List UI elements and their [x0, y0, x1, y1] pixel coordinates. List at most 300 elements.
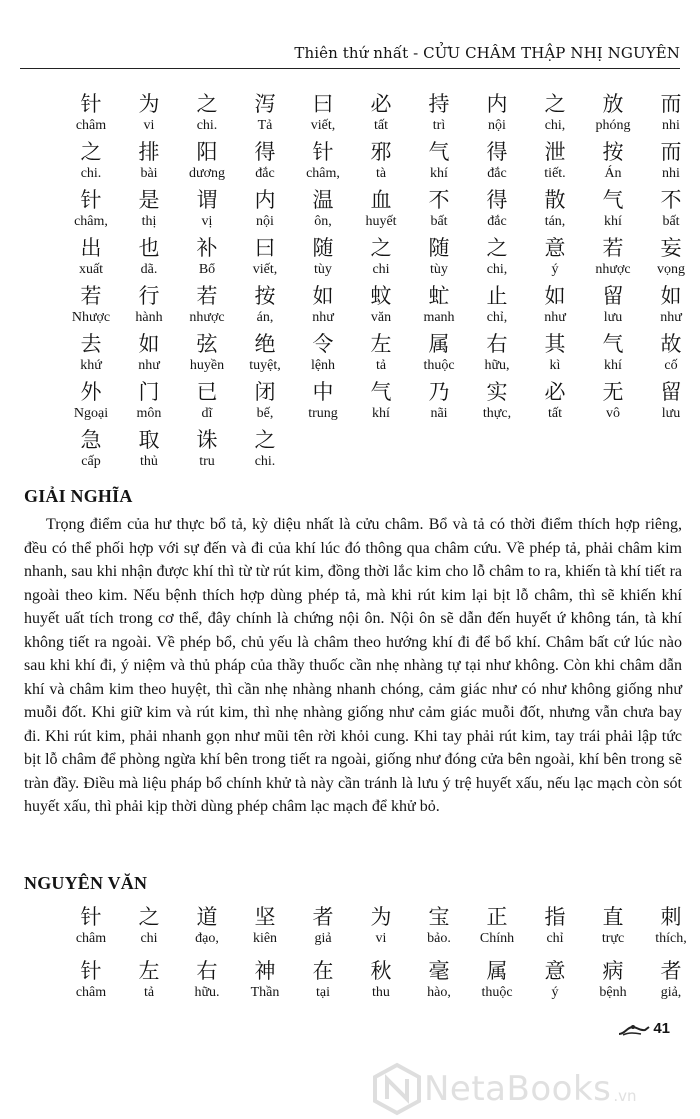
chinese-character: 坚	[254, 905, 276, 929]
text-row	[62, 284, 700, 332]
sino-vietnamese-reading: hữu,	[484, 358, 510, 373]
character-cell	[294, 905, 352, 959]
chinese-character: 散	[544, 188, 566, 212]
sino-vietnamese-reading: chi	[372, 262, 390, 277]
character-cell	[236, 92, 294, 140]
sino-vietnamese-reading: dã.	[140, 262, 158, 277]
chinese-character: 弦	[196, 332, 218, 356]
chinese-character: 得	[486, 140, 508, 164]
chinese-character: 宝	[428, 905, 450, 929]
character-cell	[62, 332, 120, 380]
character-cell	[642, 959, 700, 1013]
sino-vietnamese-reading: viết,	[310, 118, 336, 133]
chinese-character: 泻	[254, 92, 276, 116]
chinese-character: 刺	[660, 905, 682, 929]
sino-vietnamese-reading: vọng	[657, 262, 685, 277]
sino-vietnamese-reading: dĩ	[201, 406, 213, 421]
character-cell	[178, 428, 236, 476]
character-cell	[120, 380, 178, 428]
sino-vietnamese-reading: tán,	[544, 214, 566, 229]
character-cell	[294, 188, 352, 236]
character-cell	[584, 188, 642, 236]
chinese-character: 得	[486, 188, 508, 212]
chinese-character: 其	[544, 332, 566, 356]
sino-vietnamese-reading: tất	[374, 118, 388, 133]
chinese-character: 气	[602, 332, 624, 356]
chinese-character: 温	[312, 188, 334, 212]
character-cell	[642, 236, 700, 284]
chinese-character: 已	[196, 380, 218, 404]
character-cell	[62, 428, 120, 476]
sino-vietnamese-reading: tuyệt,	[249, 358, 281, 373]
chinese-character: 不	[660, 188, 682, 212]
chinese-character: 故	[660, 332, 682, 356]
sino-vietnamese-reading: cố	[664, 358, 678, 373]
character-cell	[352, 140, 410, 188]
sino-vietnamese-reading: tùy	[430, 262, 448, 277]
character-cell	[178, 140, 236, 188]
character-cell	[352, 380, 410, 428]
chinese-character: 持	[428, 92, 450, 116]
sino-vietnamese-reading: huyết	[365, 214, 397, 229]
character-cell	[178, 92, 236, 140]
character-cell	[352, 905, 410, 959]
sino-vietnamese-reading: khí	[604, 358, 622, 373]
text-row	[62, 332, 700, 380]
sino-vietnamese-reading: nhi	[662, 166, 680, 181]
chinese-character: 血	[370, 188, 392, 212]
chinese-character: 随	[312, 236, 334, 260]
chinese-character: 令	[312, 332, 334, 356]
sino-vietnamese-reading: kiên	[252, 931, 278, 946]
chinese-character: 是	[138, 188, 160, 212]
sino-vietnamese-reading: bài	[140, 166, 158, 181]
character-cell	[526, 140, 584, 188]
sino-vietnamese-reading: vi	[375, 931, 387, 946]
chinese-character: 泄	[544, 140, 566, 164]
chinese-character: 如	[660, 284, 682, 308]
character-cell	[352, 959, 410, 1013]
character-cell	[178, 959, 236, 1013]
sino-vietnamese-reading: án,	[256, 310, 274, 325]
character-cell	[294, 92, 352, 140]
sino-vietnamese-reading: thị	[141, 214, 157, 229]
sino-vietnamese-reading: Bổ	[198, 262, 216, 277]
sino-vietnamese-reading: tất	[548, 406, 562, 421]
sino-vietnamese-reading: viết,	[252, 262, 278, 277]
chinese-character: 而	[660, 92, 682, 116]
character-cell	[584, 332, 642, 380]
character-cell	[120, 188, 178, 236]
character-cell	[236, 905, 294, 959]
sino-vietnamese-reading: đắc	[255, 166, 275, 181]
sino-vietnamese-reading: Ngoại	[73, 406, 109, 421]
sino-vietnamese-reading: hữu.	[194, 985, 220, 1000]
chinese-character: 在	[312, 959, 334, 983]
sino-vietnamese-reading: lệnh	[310, 358, 336, 373]
sino-vietnamese-reading: đắc	[487, 214, 507, 229]
sino-vietnamese-reading: bệnh	[599, 985, 627, 1000]
sino-vietnamese-reading: châm	[75, 118, 107, 133]
character-cell	[178, 188, 236, 236]
character-cell	[642, 140, 700, 188]
sino-vietnamese-reading: châm	[75, 985, 107, 1000]
chinese-character: 虻	[428, 284, 450, 308]
character-cell	[236, 188, 294, 236]
text-row	[62, 380, 700, 428]
character-cell	[294, 380, 352, 428]
chinese-character: 直	[602, 905, 624, 929]
character-cell	[120, 428, 178, 476]
chinese-character: 之	[544, 92, 566, 116]
character-cell	[410, 92, 468, 140]
character-cell	[642, 92, 700, 140]
chinese-character: 之	[370, 236, 392, 260]
running-head: Thiên thứ nhất - CỬU CHÂM THẬP NHỊ NGUYÊN	[294, 44, 680, 62]
sino-vietnamese-reading: tru	[199, 454, 215, 469]
sino-vietnamese-reading: khí	[430, 166, 448, 181]
section-heading-explanation: GIẢI NGHĨA	[24, 486, 133, 506]
chinese-character: 妄	[660, 236, 682, 260]
character-cell	[294, 284, 352, 332]
chinese-character: 秋	[370, 959, 392, 983]
character-cell	[410, 140, 468, 188]
character-cell	[294, 959, 352, 1013]
chinese-character: 行	[138, 284, 160, 308]
character-cell	[236, 380, 294, 428]
chinese-character: 阳	[196, 140, 218, 164]
chinese-character: 属	[428, 332, 450, 356]
chinese-character: 之	[138, 905, 160, 929]
character-cell	[120, 92, 178, 140]
chinese-character: 中	[312, 380, 334, 404]
chinese-character: 右	[196, 959, 218, 983]
text-row	[62, 140, 700, 188]
character-cell	[352, 332, 410, 380]
sino-vietnamese-reading: manh	[423, 310, 455, 325]
sino-vietnamese-reading: văn	[370, 310, 392, 325]
character-cell	[642, 332, 700, 380]
sino-vietnamese-reading: thuộc	[481, 985, 513, 1000]
chinese-character: 急	[80, 428, 102, 452]
chinese-character: 外	[80, 380, 102, 404]
character-cell	[236, 332, 294, 380]
character-cell	[120, 959, 178, 1013]
chinese-character: 若	[80, 284, 102, 308]
chinese-character: 者	[312, 905, 334, 929]
character-cell	[526, 236, 584, 284]
sino-vietnamese-reading: giả	[314, 931, 332, 946]
chinese-character: 必	[544, 380, 566, 404]
watermark-tld: .vn	[613, 1087, 637, 1105]
chinese-character: 内	[486, 92, 508, 116]
sino-vietnamese-reading: bế,	[256, 406, 274, 421]
watermark-logo-icon	[370, 1062, 424, 1116]
chinese-character: 实	[486, 380, 508, 404]
character-cell	[236, 959, 294, 1013]
chinese-character: 闭	[254, 380, 276, 404]
sino-vietnamese-reading: nhi	[662, 118, 680, 133]
chinese-character: 气	[602, 188, 624, 212]
character-cell	[526, 959, 584, 1013]
sino-vietnamese-reading: Thần	[250, 985, 280, 1000]
character-cell	[236, 428, 294, 476]
sino-vietnamese-reading: như	[544, 310, 566, 325]
chinese-character: 也	[138, 236, 160, 260]
sino-vietnamese-reading: trung	[308, 406, 338, 421]
sino-vietnamese-reading: hào,	[427, 985, 451, 1000]
sino-vietnamese-reading: nhược	[189, 310, 225, 325]
chinese-character: 补	[196, 236, 218, 260]
character-cell	[352, 188, 410, 236]
character-cell	[410, 188, 468, 236]
character-cell	[468, 332, 526, 380]
chinese-character: 左	[138, 959, 160, 983]
sino-vietnamese-reading: nãi	[430, 406, 448, 421]
character-cell	[468, 959, 526, 1013]
sino-vietnamese-reading: thuộc	[423, 358, 455, 373]
text-row	[62, 428, 700, 476]
chinese-character: 毫	[428, 959, 450, 983]
sino-vietnamese-reading: tả	[143, 985, 155, 1000]
sino-vietnamese-reading: kì	[549, 358, 561, 373]
sino-vietnamese-reading: châm	[75, 931, 107, 946]
character-cell	[584, 959, 642, 1013]
sino-vietnamese-reading: chi,	[544, 118, 566, 133]
character-cell	[584, 284, 642, 332]
chinese-character: 正	[486, 905, 508, 929]
sino-vietnamese-reading: hành	[135, 310, 163, 325]
sino-vietnamese-reading: cấp	[81, 454, 101, 469]
sino-vietnamese-reading: tả	[375, 358, 387, 373]
watermark-text: NetaBooks	[424, 1069, 612, 1109]
character-cell	[526, 905, 584, 959]
sino-vietnamese-reading: phóng	[595, 118, 631, 133]
chinese-character: 为	[138, 92, 160, 116]
character-cell	[120, 284, 178, 332]
chinese-character: 之	[80, 140, 102, 164]
sino-vietnamese-reading: châm,	[74, 214, 108, 229]
text-row	[62, 236, 700, 284]
chinese-character: 放	[602, 92, 624, 116]
character-cell	[642, 380, 700, 428]
character-cell	[178, 905, 236, 959]
watermark	[370, 1062, 637, 1116]
chinese-character: 蚊	[370, 284, 392, 308]
page-folio	[617, 1020, 670, 1037]
character-cell	[468, 236, 526, 284]
chinese-character: 右	[486, 332, 508, 356]
chinese-character: 若	[602, 236, 624, 260]
chinese-character: 左	[370, 332, 392, 356]
sino-vietnamese-reading: khứ	[80, 358, 102, 373]
chinese-character: 按	[254, 284, 276, 308]
character-cell	[642, 188, 700, 236]
character-cell	[410, 380, 468, 428]
sino-vietnamese-reading: như	[312, 310, 334, 325]
character-cell	[468, 380, 526, 428]
character-cell	[642, 284, 700, 332]
chinese-character: 气	[428, 140, 450, 164]
sino-vietnamese-reading: xuất	[78, 262, 104, 277]
section-heading-original-text: NGUYÊN VĂN	[24, 873, 148, 893]
chinese-character: 取	[138, 428, 160, 452]
character-cell	[352, 284, 410, 332]
chinese-character: 留	[602, 284, 624, 308]
chinese-character: 门	[138, 380, 160, 404]
chinese-character: 按	[602, 140, 624, 164]
character-cell	[178, 380, 236, 428]
chinese-character: 气	[370, 380, 392, 404]
sino-vietnamese-reading: chi,	[486, 262, 508, 277]
character-cell	[584, 92, 642, 140]
chinese-character: 谓	[196, 188, 218, 212]
text-row	[62, 92, 700, 140]
chinese-character: 而	[660, 140, 682, 164]
chinese-character: 曰	[312, 92, 334, 116]
character-cell	[178, 284, 236, 332]
character-cell	[526, 380, 584, 428]
character-cell	[526, 188, 584, 236]
sino-vietnamese-reading: môn	[136, 406, 162, 421]
sino-vietnamese-reading: chỉ	[546, 931, 564, 946]
character-cell	[410, 332, 468, 380]
character-cell	[294, 236, 352, 284]
character-cell	[236, 236, 294, 284]
character-cell	[62, 905, 120, 959]
sino-vietnamese-reading: đắc	[487, 166, 507, 181]
character-cell	[120, 236, 178, 284]
sino-vietnamese-reading: nhược	[595, 262, 631, 277]
sino-vietnamese-reading: tiết.	[544, 166, 566, 181]
sino-vietnamese-reading: ý	[551, 262, 559, 277]
character-cell	[468, 188, 526, 236]
character-cell	[410, 959, 468, 1013]
chinese-character: 指	[544, 905, 566, 929]
original-text-grid-1	[62, 92, 700, 476]
header-rule	[20, 68, 680, 69]
chinese-character: 出	[80, 236, 102, 260]
chinese-character: 诛	[196, 428, 218, 452]
chinese-character: 得	[254, 140, 276, 164]
chinese-character: 意	[544, 959, 566, 983]
sino-vietnamese-reading: châm,	[306, 166, 340, 181]
sino-vietnamese-reading: thủ	[140, 454, 158, 469]
sino-vietnamese-reading: như	[660, 310, 682, 325]
character-cell	[468, 92, 526, 140]
sino-vietnamese-reading: Án	[604, 166, 622, 181]
sino-vietnamese-reading: Chính	[479, 931, 515, 946]
sino-vietnamese-reading: Nhược	[71, 310, 111, 325]
sino-vietnamese-reading: tà	[375, 166, 387, 181]
sino-vietnamese-reading: bất	[662, 214, 680, 229]
chinese-character: 乃	[428, 380, 450, 404]
chinese-character: 不	[428, 188, 450, 212]
character-cell	[526, 284, 584, 332]
chinese-character: 邪	[370, 140, 392, 164]
explanation-paragraph: Trọng điểm của hư thực bổ tả, kỳ diệu nhất là cửu châm. Bổ và tả có thời điểm thích hợp riêng, đều có thể phối hợp với sự đến và đi của khí lúc đó thông qua châm cứu. Về phép tả, phải châm kim nhanh, sau khi nhận được khí thì từ từ rút kim, đồng thời lắc kim cho lỗ châm to ra, khiến tà khí tiết ra ngoài theo kim. Nếu bệnh thích hợp dùng phép tả, mà khi rút kim lại bịt lỗ châm, thì sẽ khiến khí huyết uất tích trong cơ thể, đây chính là chứng nội ôn. Nội ôn sẽ dẫn đến huyết ứ không tán, tà khí không tiết ra ngoài. Về phép bổ, chủ yếu là châm theo hướng khí đi để bổ khí. Châm bất cứ lúc nào sau khi khí đi, ý niệm và thủ pháp của thầy thuốc cần nhẹ nhàng tự tại như không. Còn khi châm dẫn khí và châm kim theo huyệt, thì cần nhẹ nhàng nhanh chóng, cảm giác như có như không giống như muỗi đốt. Khi giữ kim và rút kim, thì nhẹ nhàng giống như cảm giác muỗi đốt, nhưng vẫn chưa bay đi. Khi rút kim, phải nhanh gọn như mũi tên rời khỏi cung. Khi tay phải rút kim, tay trái phải lập tức bịt lỗ châm để phòng ngừa khí bên trong tiết ra ngoài, giống như đóng cửa bên ngoài, khí bên trong sẽ tràn đầy. Điều mà liệu pháp bổ chính khử tà này cần tránh là lưu ý trệ huyết xấu, nếu lạc mạch còn sót huyết xấu, thì phải kịp thời dùng phép châm lạc mạch để khử bỏ.	[24, 516, 682, 815]
original-text-grid-2	[62, 905, 700, 1013]
character-cell	[294, 140, 352, 188]
chinese-character: 随	[428, 236, 450, 260]
character-cell	[62, 140, 120, 188]
sino-vietnamese-reading: trực	[601, 931, 625, 946]
text-row	[62, 905, 700, 959]
character-cell	[62, 236, 120, 284]
sino-vietnamese-reading: chi	[140, 931, 158, 946]
chinese-character: 如	[544, 284, 566, 308]
chinese-character: 内	[254, 188, 276, 212]
sino-vietnamese-reading: chỉ,	[486, 310, 508, 325]
chinese-character: 神	[254, 959, 276, 983]
chinese-character: 若	[196, 284, 218, 308]
chinese-character: 如	[138, 332, 160, 356]
sino-vietnamese-reading: vô	[606, 406, 620, 421]
character-cell	[120, 140, 178, 188]
chinese-character: 属	[486, 959, 508, 983]
character-cell	[352, 92, 410, 140]
character-cell	[584, 140, 642, 188]
chinese-character: 者	[660, 959, 682, 983]
sino-vietnamese-reading: thực,	[482, 406, 512, 421]
chinese-character: 为	[370, 905, 392, 929]
sino-vietnamese-reading: đạo,	[195, 931, 219, 946]
sino-vietnamese-reading: Tả	[257, 118, 273, 133]
chinese-character: 针	[80, 959, 102, 983]
character-cell	[468, 905, 526, 959]
sino-vietnamese-reading: thích,	[655, 931, 687, 946]
sino-vietnamese-reading: chi.	[254, 454, 276, 469]
sino-vietnamese-reading: giả,	[660, 985, 682, 1000]
character-cell	[62, 92, 120, 140]
sino-vietnamese-reading: bảo.	[427, 931, 451, 946]
chinese-character: 针	[80, 92, 102, 116]
chinese-character: 止	[486, 284, 508, 308]
sino-vietnamese-reading: khí	[372, 406, 390, 421]
chinese-character: 去	[80, 332, 102, 356]
sino-vietnamese-reading: vị	[201, 214, 213, 229]
character-cell	[236, 140, 294, 188]
character-cell	[526, 92, 584, 140]
sino-vietnamese-reading: thu	[372, 985, 390, 1000]
character-cell	[294, 332, 352, 380]
chinese-character: 之	[196, 92, 218, 116]
sino-vietnamese-reading: như	[138, 358, 160, 373]
chinese-character: 意	[544, 236, 566, 260]
character-cell	[584, 380, 642, 428]
character-cell	[584, 905, 642, 959]
sino-vietnamese-reading: nội	[488, 118, 506, 133]
sino-vietnamese-reading: tại	[316, 985, 330, 1000]
sino-vietnamese-reading: khí	[604, 214, 622, 229]
sino-vietnamese-reading: ý	[551, 985, 559, 1000]
sino-vietnamese-reading: trì	[432, 118, 446, 133]
text-row	[62, 188, 700, 236]
character-cell	[642, 905, 700, 959]
sino-vietnamese-reading: tùy	[314, 262, 332, 277]
chinese-character: 排	[138, 140, 160, 164]
sino-vietnamese-reading: huyền	[189, 358, 225, 373]
character-cell	[62, 188, 120, 236]
character-cell	[120, 905, 178, 959]
character-cell	[584, 236, 642, 284]
character-cell	[120, 332, 178, 380]
character-cell	[236, 284, 294, 332]
chinese-character: 留	[660, 380, 682, 404]
character-cell	[352, 236, 410, 284]
character-cell	[410, 284, 468, 332]
chinese-character: 绝	[254, 332, 276, 356]
